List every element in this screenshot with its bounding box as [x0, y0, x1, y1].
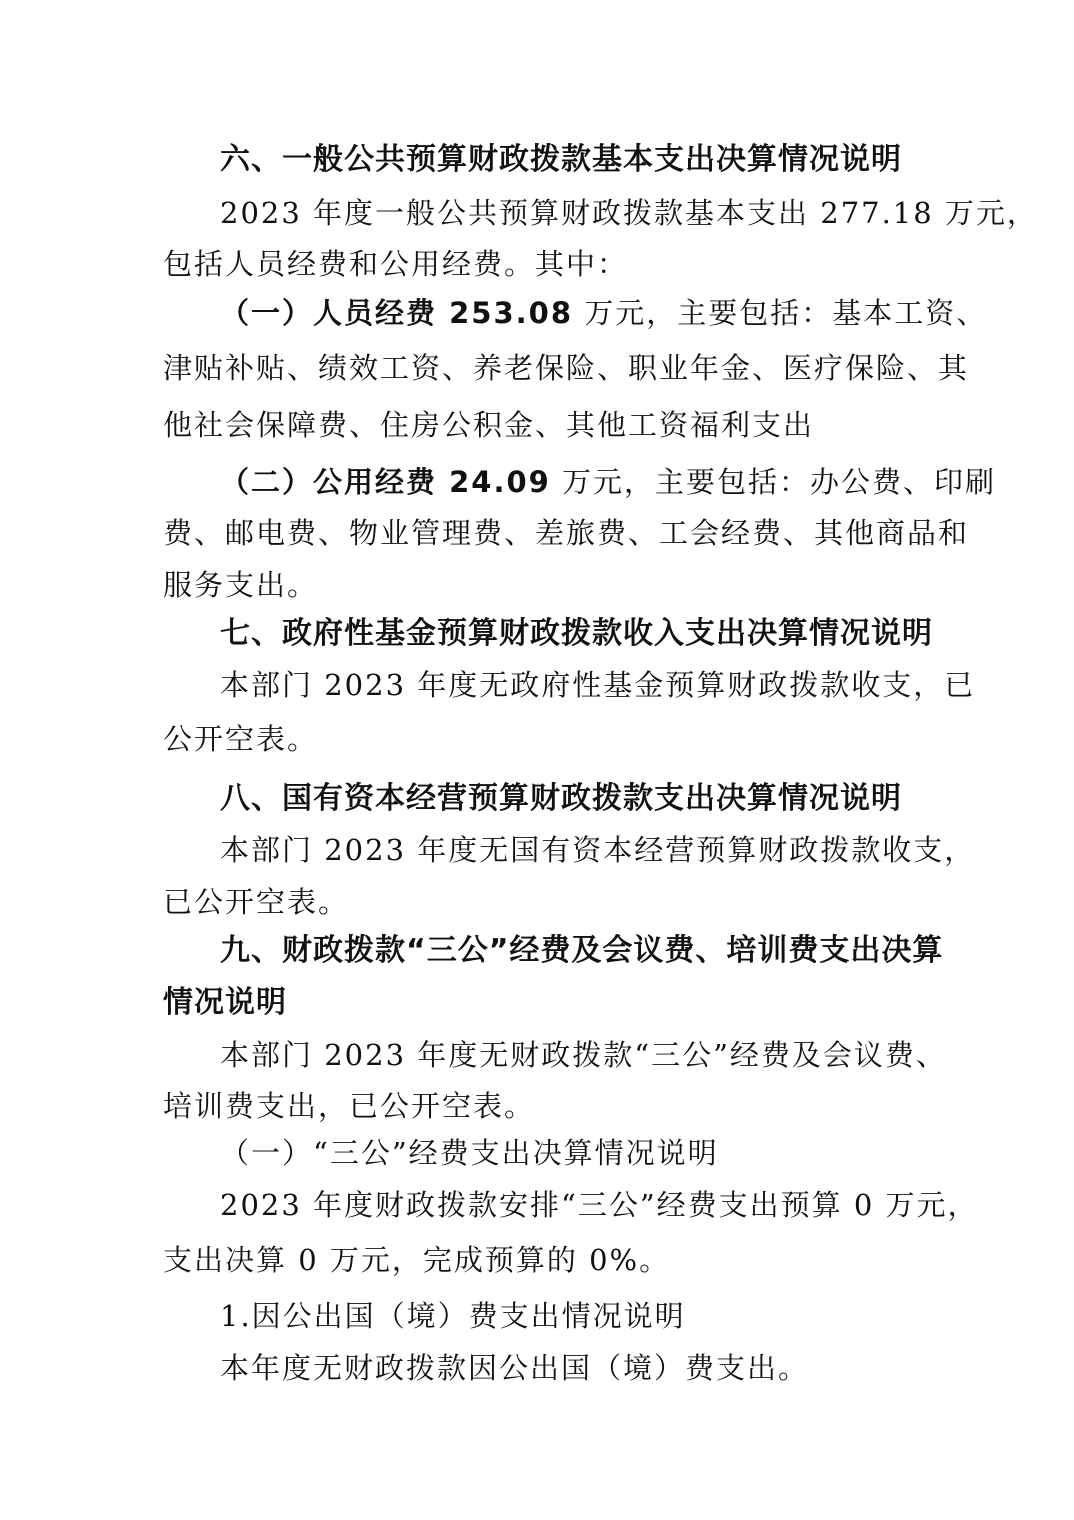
personnel-expense-line-2: 津贴补贴、绩效工资、养老保险、职业年金、医疗保险、其 [163, 351, 970, 385]
section-8-line-2: 已公开空表。 [163, 885, 350, 919]
section-8-line-1: 本部门 2023 年度无国有资本经营预算财政拨款收支， [220, 833, 976, 867]
section-6-heading: 六、一般公共预算财政拨款基本支出决算情况说明 [220, 142, 902, 177]
section-7-heading: 七、政府性基金预算财政拨款收入支出决算情况说明 [220, 616, 933, 651]
personnel-expense-rest: 万元，主要包括：基本工资、 [573, 296, 988, 330]
section-8-heading: 八、国有资本经营预算财政拨款支出决算情况说明 [220, 781, 902, 816]
section-9-line-1: 本部门 2023 年度无财政拨款“三公”经费及会议费、 [220, 1038, 947, 1072]
personnel-expense-line-1 [220, 293, 987, 333]
section-7-line-2: 公开空表。 [163, 722, 319, 756]
personnel-expense-lead: （一）人员经费 253.08 [220, 296, 574, 330]
public-expense-line-3: 服务支出。 [163, 568, 319, 602]
section-6-paragraph-line-2: 包括人员经费和公用经费。其中： [163, 247, 629, 281]
overseas-expense-title: 1.因公出国（境）费支出情况说明 [220, 1299, 686, 1333]
public-expense-line-1 [220, 462, 996, 502]
three-public-subtitle: （一）“三公”经费支出决算情况说明 [220, 1136, 719, 1170]
section-9-heading-line-1: 九、财政拨款“三公”经费及会议费、培训费支出决算 [220, 933, 944, 968]
public-expense-rest: 万元，主要包括：办公费、印刷 [550, 465, 997, 499]
public-expense-line-2: 费、邮电费、物业管理费、差旅费、工会经费、其他商品和 [163, 516, 970, 550]
section-9-line-2: 培训费支出，已公开空表。 [163, 1089, 536, 1123]
section-7-line-1: 本部门 2023 年度无政府性基金预算财政拨款收支，已 [220, 668, 976, 702]
public-expense-lead: （二）公用经费 24.09 [220, 465, 551, 499]
three-public-line-1: 2023 年度财政拨款安排“三公”经费支出预算 0 万元， [220, 1188, 979, 1222]
section-9-heading-line-2: 情况说明 [163, 985, 287, 1020]
overseas-expense-text: 本年度无财政拨款因公出国（境）费支出。 [220, 1351, 810, 1385]
section-6-paragraph-line-1: 2023 年度一般公共预算财政拨款基本支出 277.18 万元， [220, 196, 1038, 230]
personnel-expense-line-3: 他社会保障费、住房公积金、其他工资福利支出 [163, 408, 815, 442]
three-public-line-2: 支出决算 0 万元，完成预算的 0%。 [163, 1243, 671, 1277]
